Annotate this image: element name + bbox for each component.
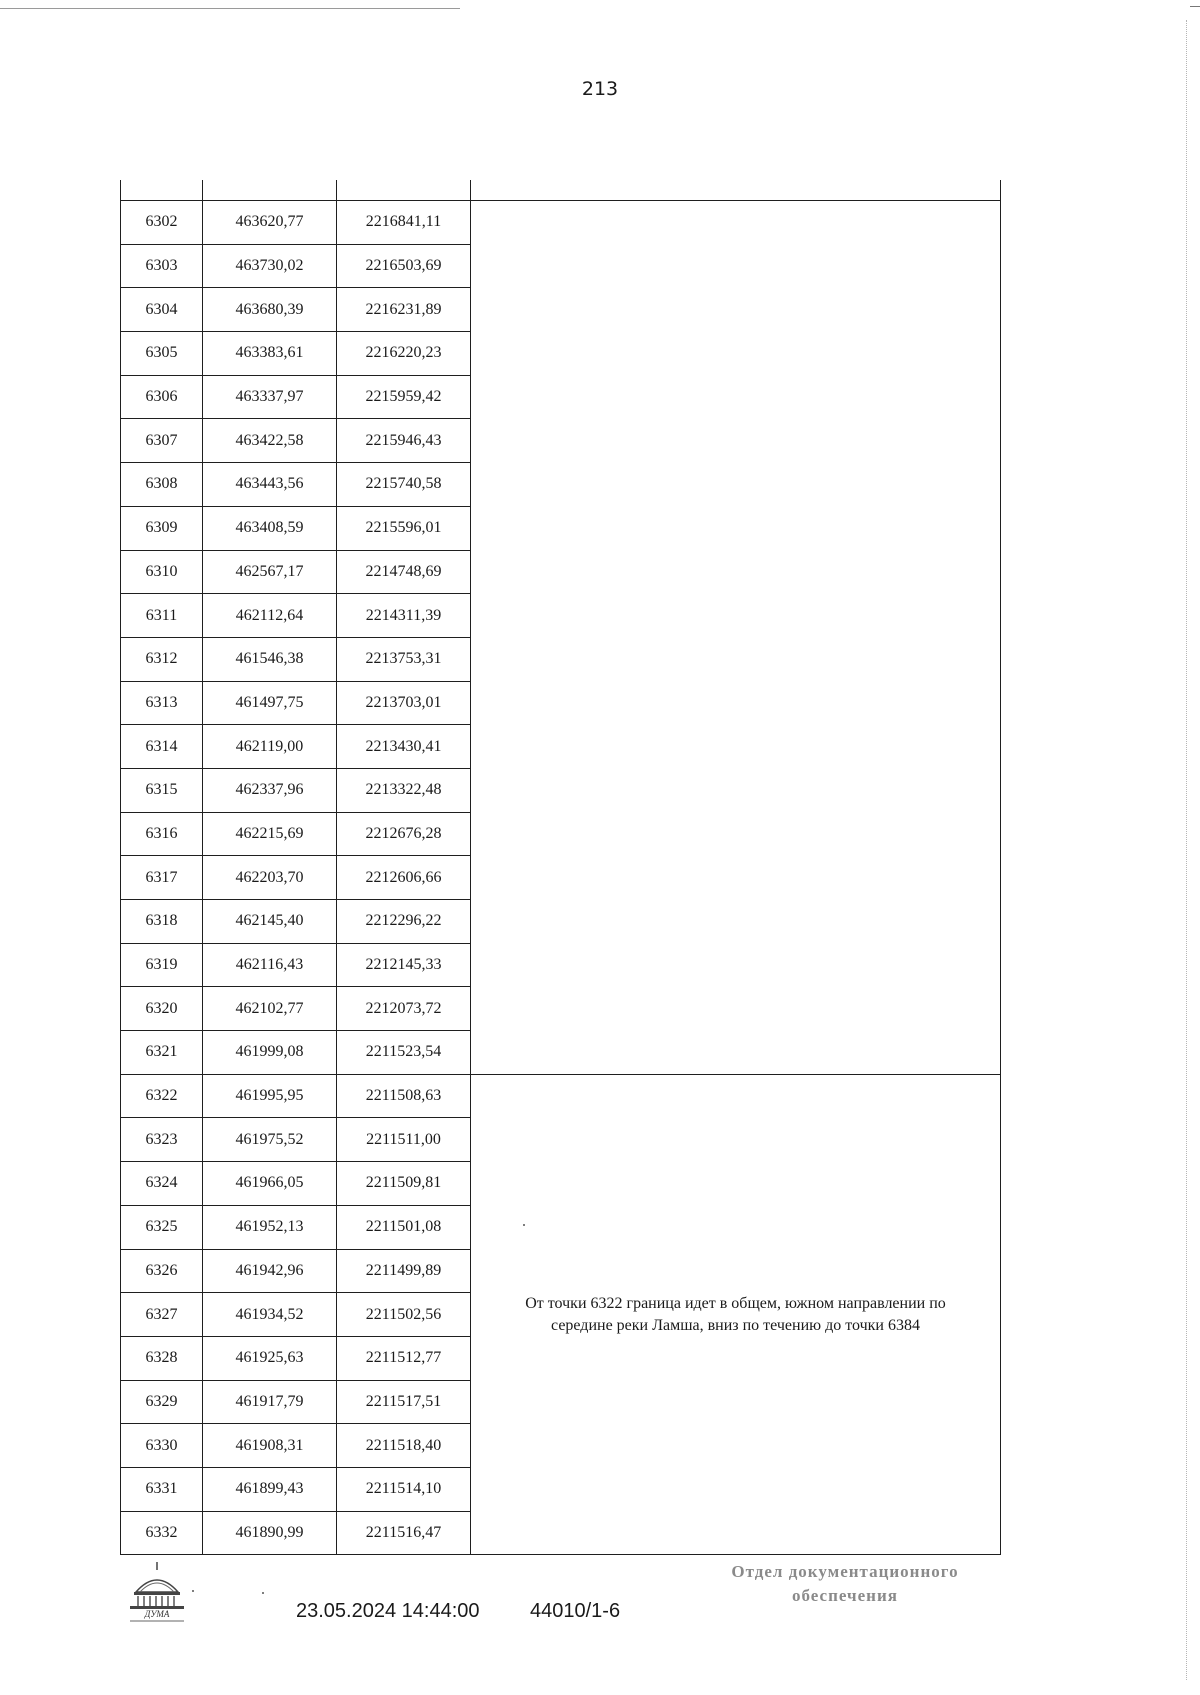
y-coordinate-cell: 2213430,41 (337, 725, 471, 769)
x-coordinate-cell: 461966,05 (203, 1162, 337, 1206)
x-coordinate-cell: 461497,75 (203, 681, 337, 725)
scan-edge-noise (1186, 20, 1187, 1680)
coordinates-table (120, 180, 1001, 1555)
description-line: середине реки Ламша, вниз по течению до точки 6384 (551, 1316, 920, 1334)
y-coordinate-cell: 2215596,01 (337, 506, 471, 550)
y-coordinate-cell: 2211511,00 (337, 1118, 471, 1162)
point-number-cell: 6326 (121, 1249, 203, 1293)
point-number-cell: 6324 (121, 1162, 203, 1206)
y-coordinate-cell: 2214311,39 (337, 594, 471, 638)
point-number-cell: 6312 (121, 637, 203, 681)
x-coordinate-cell: 463337,97 (203, 375, 337, 419)
x-coordinate-cell: 461908,31 (203, 1424, 337, 1468)
x-coordinate-cell: 463680,39 (203, 288, 337, 332)
x-coordinate-cell: 463730,02 (203, 244, 337, 288)
y-coordinate-cell: 2211512,77 (337, 1336, 471, 1380)
x-coordinate-cell: 463383,61 (203, 332, 337, 376)
y-coordinate-cell: 2211523,54 (337, 1031, 471, 1075)
y-coordinate-cell: 2215959,42 (337, 375, 471, 419)
y-coordinate-cell: 2211518,40 (337, 1424, 471, 1468)
x-coordinate-cell: 461917,79 (203, 1380, 337, 1424)
point-number-cell: 6316 (121, 812, 203, 856)
scan-edge-mark (1190, 6, 1200, 7)
y-coordinate-cell: 2215946,43 (337, 419, 471, 463)
description-cell-previous (471, 201, 1001, 1075)
y-coordinate-cell: 2211499,89 (337, 1249, 471, 1293)
y-coordinate-cell: 2216220,23 (337, 332, 471, 376)
x-coordinate-cell: 462337,96 (203, 768, 337, 812)
x-coordinate-cell: 461925,63 (203, 1336, 337, 1380)
point-number-cell: 6329 (121, 1380, 203, 1424)
x-coordinate-cell: 462102,77 (203, 987, 337, 1031)
point-number-cell: 6308 (121, 463, 203, 507)
point-number-cell: 6313 (121, 681, 203, 725)
x-coordinate-cell: 461952,13 (203, 1205, 337, 1249)
footer-document-number: 44010/1-6 (530, 1600, 621, 1622)
x-coordinate-cell: 461999,08 (203, 1031, 337, 1075)
stamp-line-2: обеспечения (792, 1586, 898, 1605)
scan-speck (192, 1590, 194, 1592)
y-coordinate-cell: 2211502,56 (337, 1293, 471, 1337)
point-number-cell: 6315 (121, 768, 203, 812)
x-coordinate-cell: 463620,77 (203, 201, 337, 245)
point-number-cell: 6331 (121, 1467, 203, 1511)
y-coordinate-cell: 2215740,58 (337, 463, 471, 507)
table-row (121, 1074, 1001, 1118)
y-coordinate-cell: 2211501,08 (337, 1205, 471, 1249)
x-coordinate-cell: 461546,38 (203, 637, 337, 681)
x-coordinate-cell: 462567,17 (203, 550, 337, 594)
y-coordinate-cell: 2212676,28 (337, 812, 471, 856)
x-coordinate-cell: 462119,00 (203, 725, 337, 769)
point-number-cell: 6332 (121, 1511, 203, 1555)
footer-date: 23.05.2024 14:44:00 (296, 1600, 480, 1622)
x-coordinate-cell: 461942,96 (203, 1249, 337, 1293)
y-coordinate-cell: 2213703,01 (337, 681, 471, 725)
point-number-cell: 6303 (121, 244, 203, 288)
point-number-cell: 6319 (121, 943, 203, 987)
point-number-cell: 6310 (121, 550, 203, 594)
page-number: 213 (581, 78, 619, 100)
x-coordinate-cell: 463422,58 (203, 419, 337, 463)
point-number-cell: 6306 (121, 375, 203, 419)
boundary-description-cell (471, 1074, 1001, 1555)
point-number-cell: 6330 (121, 1424, 203, 1468)
y-coordinate-cell: 2216841,11 (337, 201, 471, 245)
x-coordinate-cell: 461995,95 (203, 1074, 337, 1118)
point-number-cell: 6328 (121, 1336, 203, 1380)
point-number-cell: 6321 (121, 1031, 203, 1075)
x-coordinate-cell: 462116,43 (203, 943, 337, 987)
y-coordinate-cell: 2212296,22 (337, 900, 471, 944)
description-line: От точки 6322 граница идет в общем, южном направлении по (525, 1294, 946, 1312)
point-number-cell: 6327 (121, 1293, 203, 1337)
point-number-cell: 6325 (121, 1205, 203, 1249)
y-coordinate-cell: 2211514,10 (337, 1467, 471, 1511)
scan-speck (262, 1592, 264, 1594)
x-coordinate-cell: 461899,43 (203, 1467, 337, 1511)
point-number-cell: 6311 (121, 594, 203, 638)
point-number-cell: 6323 (121, 1118, 203, 1162)
scan-speck (523, 1224, 525, 1226)
table-continuation-header (121, 180, 1001, 201)
point-number-cell: 6318 (121, 900, 203, 944)
y-coordinate-cell: 2211516,47 (337, 1511, 471, 1555)
department-stamp (700, 1560, 990, 1608)
point-number-cell: 6317 (121, 856, 203, 900)
x-coordinate-cell: 461975,52 (203, 1118, 337, 1162)
point-number-cell: 6305 (121, 332, 203, 376)
stamp-line-1: Отдел документационного (731, 1562, 959, 1581)
x-coordinate-cell: 461890,99 (203, 1511, 337, 1555)
point-number-cell: 6309 (121, 506, 203, 550)
x-coordinate-cell: 463443,56 (203, 463, 337, 507)
y-coordinate-cell: 2212073,72 (337, 987, 471, 1031)
y-coordinate-cell: 2213753,31 (337, 637, 471, 681)
y-coordinate-cell: 2211509,81 (337, 1162, 471, 1206)
x-coordinate-cell: 462215,69 (203, 812, 337, 856)
x-coordinate-cell: 462145,40 (203, 900, 337, 944)
x-coordinate-cell: 463408,59 (203, 506, 337, 550)
point-number-cell: 6322 (121, 1074, 203, 1118)
y-coordinate-cell: 2212606,66 (337, 856, 471, 900)
point-number-cell: 6314 (121, 725, 203, 769)
y-coordinate-cell: 2211517,51 (337, 1380, 471, 1424)
y-coordinate-cell: 2211508,63 (337, 1074, 471, 1118)
y-coordinate-cell: 2214748,69 (337, 550, 471, 594)
point-number-cell: 6320 (121, 987, 203, 1031)
emblem-text: ДУМА (144, 1609, 170, 1619)
y-coordinate-cell: 2216231,89 (337, 288, 471, 332)
y-coordinate-cell: 2212145,33 (337, 943, 471, 987)
scan-edge-line (0, 8, 460, 9)
table-row (121, 201, 1001, 245)
x-coordinate-cell: 462203,70 (203, 856, 337, 900)
duma-emblem-logo (126, 1560, 188, 1624)
y-coordinate-cell: 2213322,48 (337, 768, 471, 812)
x-coordinate-cell: 462112,64 (203, 594, 337, 638)
y-coordinate-cell: 2216503,69 (337, 244, 471, 288)
x-coordinate-cell: 461934,52 (203, 1293, 337, 1337)
point-number-cell: 6304 (121, 288, 203, 332)
point-number-cell: 6307 (121, 419, 203, 463)
point-number-cell: 6302 (121, 201, 203, 245)
